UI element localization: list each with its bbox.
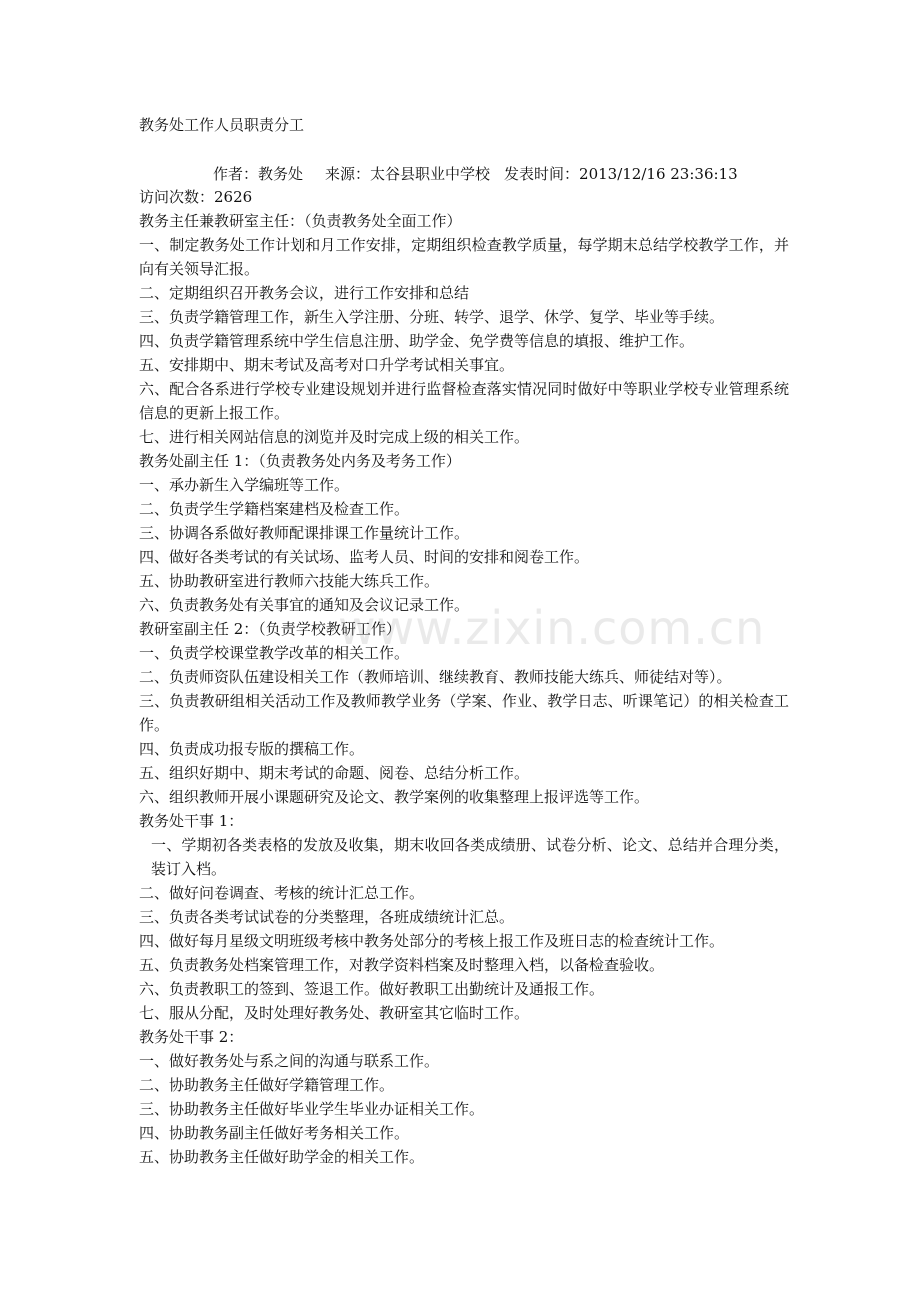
duty-item: 二、定期组织召开教务会议，进行工作安排和总结 xyxy=(139,284,470,302)
duty-item: 二、协助教务主任做好学籍管理工作。 xyxy=(139,1076,395,1094)
duty-item: 五、协助教研室进行教师六技能大练兵工作。 xyxy=(139,572,440,590)
duty-item: 二、负责师资队伍建设相关工作（教师培训、继续教育、教师技能大练兵、师徒结对等）。 xyxy=(139,668,732,686)
section-heading: 教务处副主任 1：（负责教务处内务及考务工作） xyxy=(139,452,461,470)
meta-published: 发表时间：2013/12/16 23:36:13 xyxy=(504,165,738,183)
duty-item: 一、学期初各类表格的发放及收集，期末收回各类成绩册、试卷分析、论文、总结并合理分类，装订入档。 xyxy=(151,836,789,878)
duty-item: 一、负责学校课堂教学改革的相关工作。 xyxy=(139,644,410,662)
duty-item: 五、组织好期中、期末考试的命题、阅卷、总结分析工作。 xyxy=(139,764,530,782)
duty-item: 三、负责各类考试试卷的分类整理，各班成绩统计汇总。 xyxy=(139,908,515,926)
duty-item: 二、做好问卷调查、考核的统计汇总工作。 xyxy=(139,884,425,902)
duty-item: 一、制定教务处工作计划和月工作安排，定期组织检查教学质量，每学期末总结学校教学工作，并向有关领导汇报。 xyxy=(139,236,789,278)
meta-line xyxy=(139,163,789,185)
duty-item: 三、负责学籍管理工作，新生入学注册、分班、转学、退学、休学、复学、毕业等手续。 xyxy=(139,308,725,326)
duty-item: 四、负责成功报专版的撰稿工作。 xyxy=(139,740,365,758)
document-title: 教务处工作人员职责分工 xyxy=(139,116,305,134)
duty-item: 六、组织教师开展小课题研究及论文、教学案例的收集整理上报评选等工作。 xyxy=(139,788,650,806)
meta-author: 作者：教务处 xyxy=(213,165,304,183)
duty-item: 七、服从分配，及时处理好教务处、教研室其它临时工作。 xyxy=(139,1004,530,1022)
duty-item: 七、进行相关网站信息的浏览并及时完成上级的相关工作。 xyxy=(139,428,530,446)
section-heading: 教研室副主任 2：（负责学校教研工作） xyxy=(139,620,401,638)
duty-item: 二、负责学生学籍档案建档及检查工作。 xyxy=(139,500,410,518)
section-heading: 教务处干事 1： xyxy=(139,812,244,830)
duty-item: 四、协助教务副主任做好考务相关工作。 xyxy=(139,1124,410,1142)
duty-item: 四、负责学籍管理系统中学生信息注册、助学金、免学费等信息的填报、维护工作。 xyxy=(139,332,695,350)
document-body xyxy=(139,114,789,1169)
duty-item: 三、负责教研组相关活动工作及教师教学业务（学案、作业、教学日志、听课笔记）的相关检查工作。 xyxy=(139,692,789,734)
visit-count: 访问次数：2626 xyxy=(139,188,253,206)
duty-item: 六、负责教务处有关事宜的通知及会议记录工作。 xyxy=(139,596,470,614)
title-spacer xyxy=(139,136,789,163)
duty-item: 五、负责教务处档案管理工作，对教学资料档案及时整理入档，以备检查验收。 xyxy=(139,956,665,974)
watermark: www.zixin.com.cn xyxy=(338,601,766,655)
duty-item: 四、做好各类考试的有关试场、监考人员、时间的安排和阅卷工作。 xyxy=(139,548,590,566)
meta-source: 来源：太谷县职业中学校 xyxy=(325,165,491,183)
duty-item: 五、安排期中、期末考试及高考对口升学考试相关事宜。 xyxy=(139,356,515,374)
duty-item: 三、协助教务主任做好毕业学生毕业办证相关工作。 xyxy=(139,1100,485,1118)
duty-item: 一、承办新生入学编班等工作。 xyxy=(139,476,350,494)
duty-item: 四、做好每月星级文明班级考核中教务处部分的考核上报工作及班日志的检查统计工作。 xyxy=(139,932,725,950)
section-heading: 教务主任兼教研室主任：（负责教务处全面工作） xyxy=(139,212,462,230)
duty-item: 五、协助教务主任做好助学金的相关工作。 xyxy=(139,1148,425,1166)
section-heading: 教务处干事 2： xyxy=(139,1028,244,1046)
duty-item: 六、配合各系进行学校专业建设规划并进行监督检查落实情况同时做好中等职业学校专业管理系统信息的更新上报工作。 xyxy=(139,380,789,422)
duty-item: 一、做好教务处与系之间的沟通与联系工作。 xyxy=(139,1052,440,1070)
duty-item: 三、协调各系做好教师配课排课工作量统计工作。 xyxy=(139,524,470,542)
duty-item: 六、负责教职工的签到、签退工作。做好教职工出勤统计及通报工作。 xyxy=(139,980,605,998)
